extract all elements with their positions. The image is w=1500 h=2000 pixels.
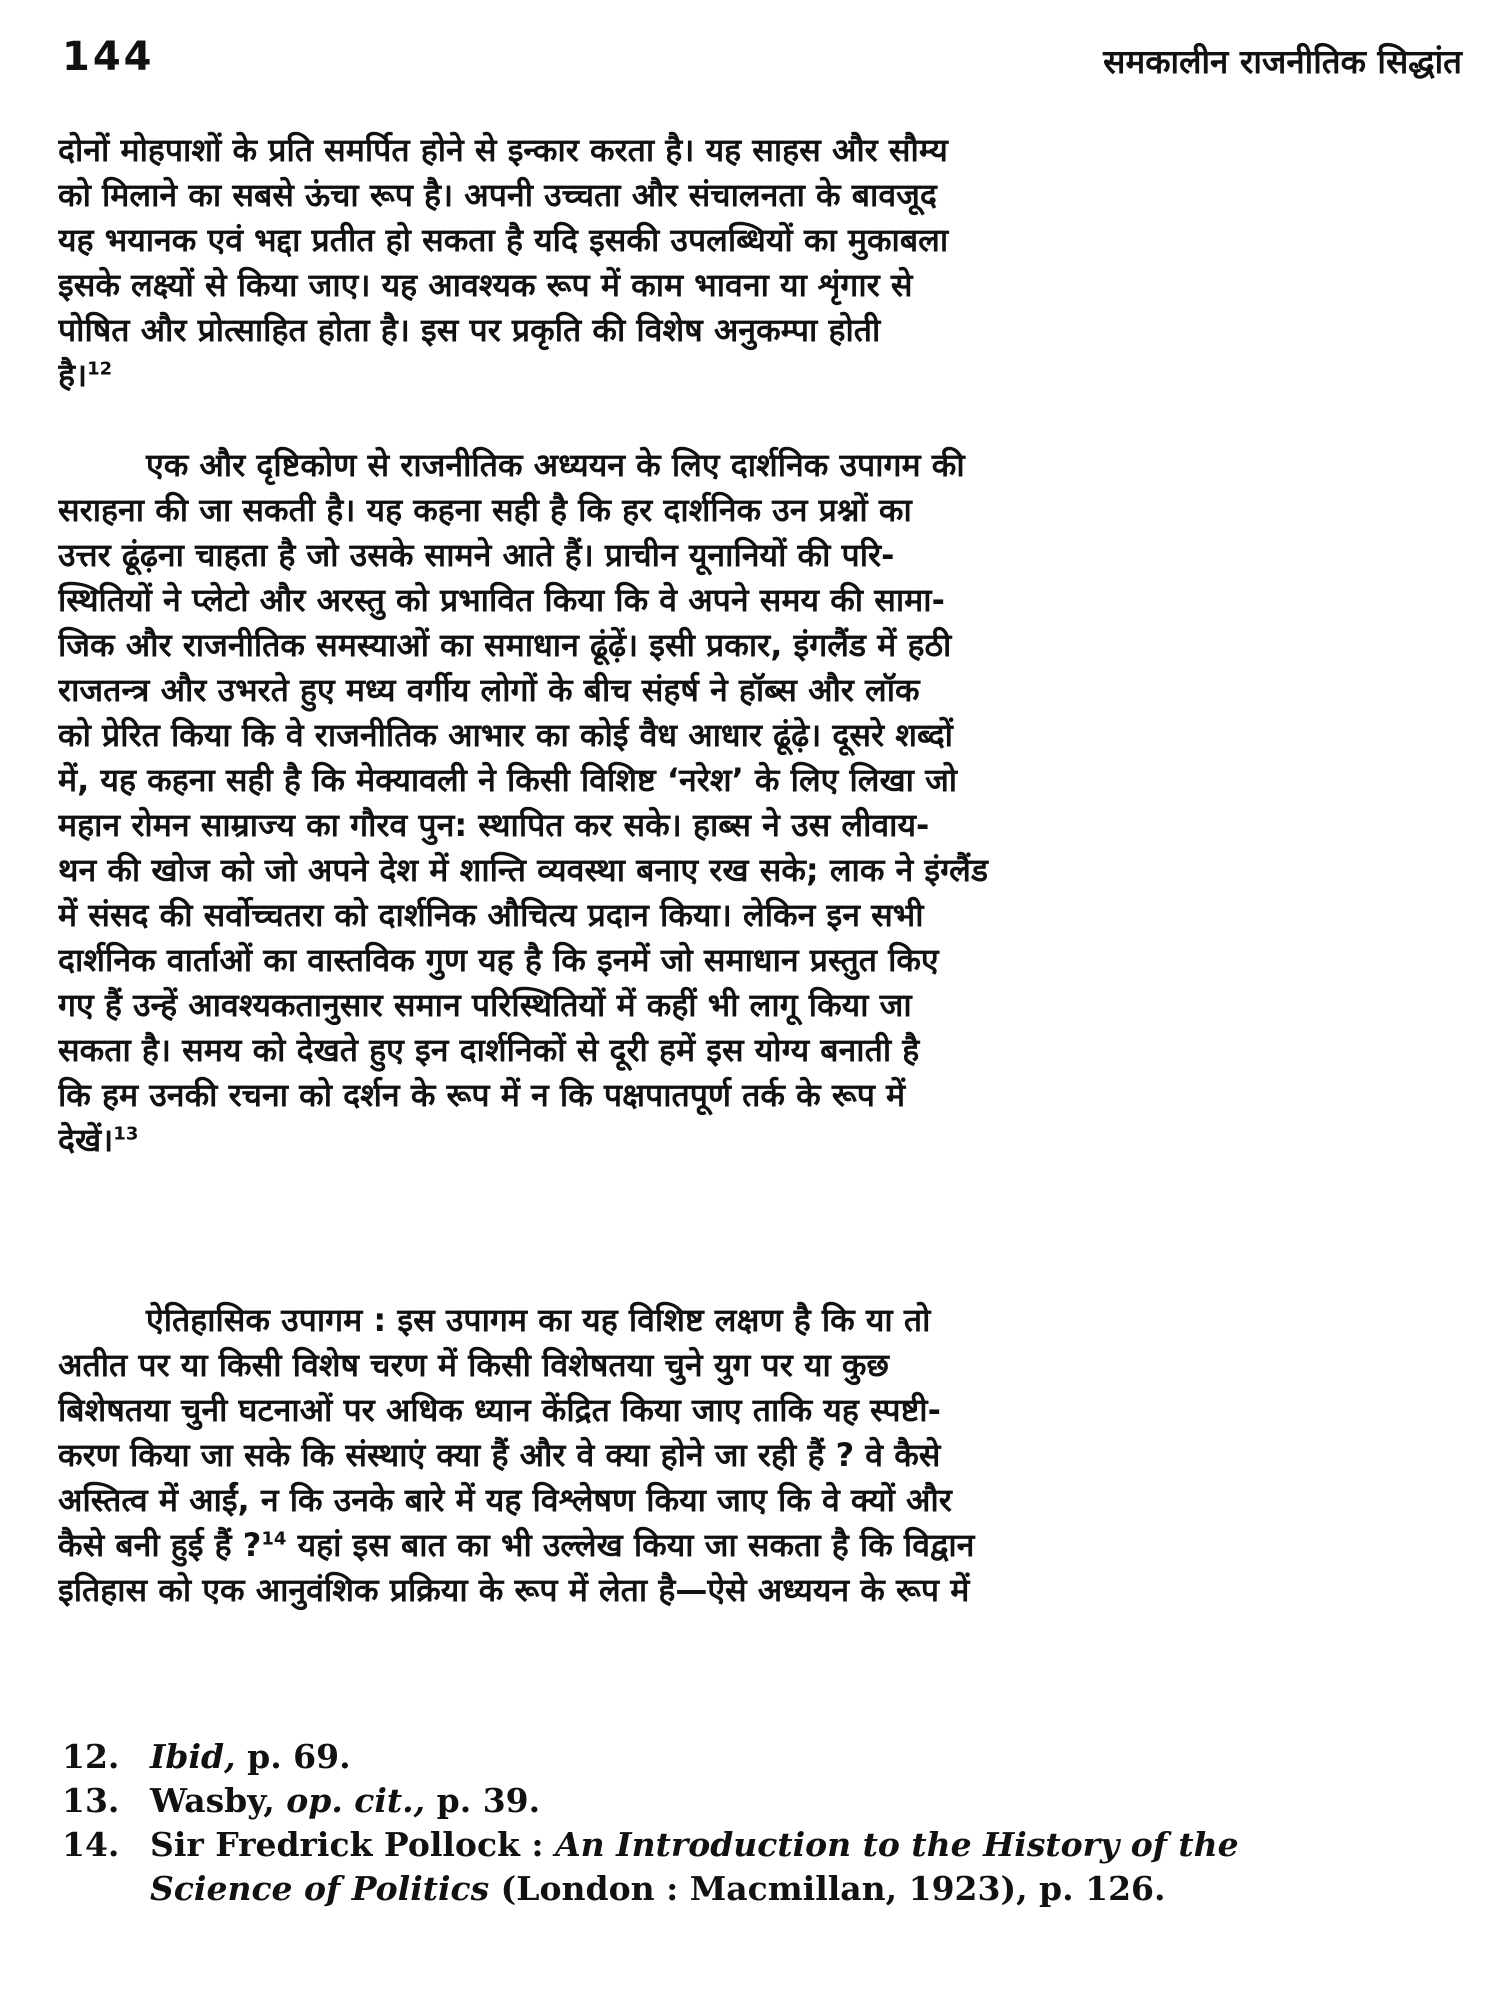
text-line: दोनों मोहपाशों के प्रति समर्पित होने से इन्कार करता है। यह साहस और सौम्य [58, 131, 948, 169]
text-after-ref: यहां इस बात का भी उल्लेख किया जा सकता है कि विद्वान [286, 1526, 975, 1564]
text-line: सराहना की जा सकती है। यह कहना सही है कि हर दार्शनिक उन प्रश्नों का [58, 491, 912, 529]
text-line-end: है। [58, 356, 88, 394]
footnote-number: 12. [62, 1737, 120, 1776]
text-line: जिक और राजनीतिक समस्याओं का समाधान ढूंढ़ें। इसी प्रकार, इंगलैंड में हठी [58, 626, 952, 664]
text-line-last [58, 1118, 1458, 1163]
text-line-end: देखें। [58, 1121, 114, 1159]
text-line: को प्रेरित किया कि वे राजनीतिक आभार का कोई वैध आधार ढूंढ़े। दूसरे शब्दों [58, 716, 953, 754]
footnote-12 [62, 1735, 1462, 1779]
footnote-plain: Sir Fredrick Pollock : [150, 1825, 556, 1864]
footnote-13 [62, 1779, 1462, 1823]
running-head: समकालीन राजनीतिक सिद्धांत [1103, 42, 1462, 81]
page-header [62, 34, 1462, 94]
text-line: दार्शनिक वार्ताओं का वास्तविक गुण यह है कि इनमें जो समाधान प्रस्तुत किए [58, 941, 939, 979]
text-before-ref: कैसे बनी हुई हैं ? [58, 1526, 262, 1564]
section-heading: ऐतिहासिक उपागम : [146, 1301, 387, 1339]
text-line: महान रोमन साम्राज्य का गौरव पुन: स्थापित कर सके। हाब्स ने उस लीवाय- [58, 806, 930, 844]
text-line-first [58, 1298, 1458, 1343]
text-line: में संसद की सर्वोच्चतरा को दार्शनिक औचित्य प्रदान किया। लेकिन इन सभी [58, 896, 924, 934]
footnote-ref-14: 14 [261, 1528, 287, 1550]
footnote-number: 14. [62, 1825, 120, 1864]
footnote-rest: p. 39. [425, 1781, 541, 1820]
text-line-last [58, 353, 1458, 398]
text-line: यह भयानक एवं भद्दा प्रतीत हो सकता है यदि इसकी उपलब्धियों का मुकाबला [58, 221, 949, 259]
footnote-14 [62, 1823, 1462, 1867]
footnote-text [150, 1823, 1239, 1867]
paragraph-3 [58, 1298, 1458, 1613]
text-line: स्थितियों ने प्लेटो और अरस्तु को प्रभावित किया कि वे अपने समय की सामा- [58, 581, 945, 619]
text-line: इतिहास को एक आनुवंशिक प्रक्रिया के रूप में लेता है—ऐसे अध्ययन के रूप में [58, 1571, 970, 1609]
text-line-with-ref [58, 1523, 1458, 1568]
text-line: बिशेषतया चुनी घटनाओं पर अधिक ध्यान केंद्रित किया जाए ताकि यह स्पष्टी- [58, 1391, 941, 1429]
text-line: इसके लक्ष्यों से किया जाए। यह आवश्यक रूप में काम भावना या शृंगार से [58, 266, 913, 304]
text-line: गए हैं उन्हें आवश्यकतानुसार समान परिस्थितियों में कहीं भी लागू किया जा [58, 986, 912, 1024]
paragraph-1 [58, 128, 1458, 398]
text-line: थन की खोज को जो अपने देश में शान्ति व्यवस्था बनाए रख सके; लाक ने इंग्लैंड [58, 851, 988, 889]
footnote-plain: Wasby, [150, 1781, 287, 1820]
footnote-ref-12: 12 [87, 358, 113, 380]
text-line: एक और दृष्टिकोण से राजनीतिक अध्ययन के लिए दार्शनिक उपागम की [146, 446, 965, 484]
text-line: अस्तित्व में आईं, न कि उनके बारे में यह विश्लेषण किया जाए कि वे क्यों और [58, 1481, 952, 1519]
footnote-14-continuation [62, 1867, 1462, 1911]
footnote-rest: (London : Macmillan, 1923), p. 126. [489, 1869, 1166, 1908]
footnote-italic: op. cit., [286, 1781, 426, 1820]
footnote-ref-13: 13 [113, 1123, 139, 1145]
text-line: को मिलाने का सबसे ऊंचा रूप है। अपनी उच्चता और संचालनता के बावजूद [58, 176, 937, 214]
paragraph-2 [58, 443, 1458, 1163]
footnote-rest: p. 69. [235, 1737, 351, 1776]
text-line: उत्तर ढूंढ़ना चाहता है जो उसके सामने आते हैं। प्राचीन यूनानियों की परि- [58, 536, 895, 574]
footnote-italic: An Introduction to the History of the [555, 1825, 1239, 1864]
footnote-text [150, 1779, 540, 1823]
text-line: करण किया जा सके कि संस्थाएं क्या हैं और वे क्या होने जा रही हैं ? वे कैसे [58, 1436, 941, 1474]
text-line-rest: इस उपागम का यह विशिष्ट लक्षण है कि या तो [386, 1301, 931, 1339]
page-number: 144 [62, 34, 155, 80]
footnote-italic: Ibid, [150, 1737, 236, 1776]
footnotes [62, 1735, 1462, 1911]
footnote-italic: Science of Politics [150, 1869, 490, 1908]
text-line: सकता है। समय को देखते हुए इन दार्शनिकों से दूरी हमें इस योग्य बनाती है [58, 1031, 920, 1069]
text-line: राजतन्त्र और उभरते हुए मध्य वर्गीय लोगों के बीच संहर्ष ने हॉब्स और लॉक [58, 671, 920, 709]
text-line: अतीत पर या किसी विशेष चरण में किसी विशेषतया चुने युग पर या कुछ [58, 1346, 889, 1384]
text-line: कि हम उनकी रचना को दर्शन के रूप में न कि पक्षपातपूर्ण तर्क के रूप में [58, 1076, 906, 1114]
text-line: में, यह कहना सही है कि मेक्यावली ने किसी विशिष्ट ‘नरेश’ के लिए लिखा जो [58, 761, 958, 799]
footnote-text [150, 1735, 351, 1779]
footnote-number: 13. [62, 1781, 120, 1820]
text-line: पोषित और प्रोत्साहित होता है। इस पर प्रकृति की विशेष अनुकम्पा होती [58, 311, 881, 349]
